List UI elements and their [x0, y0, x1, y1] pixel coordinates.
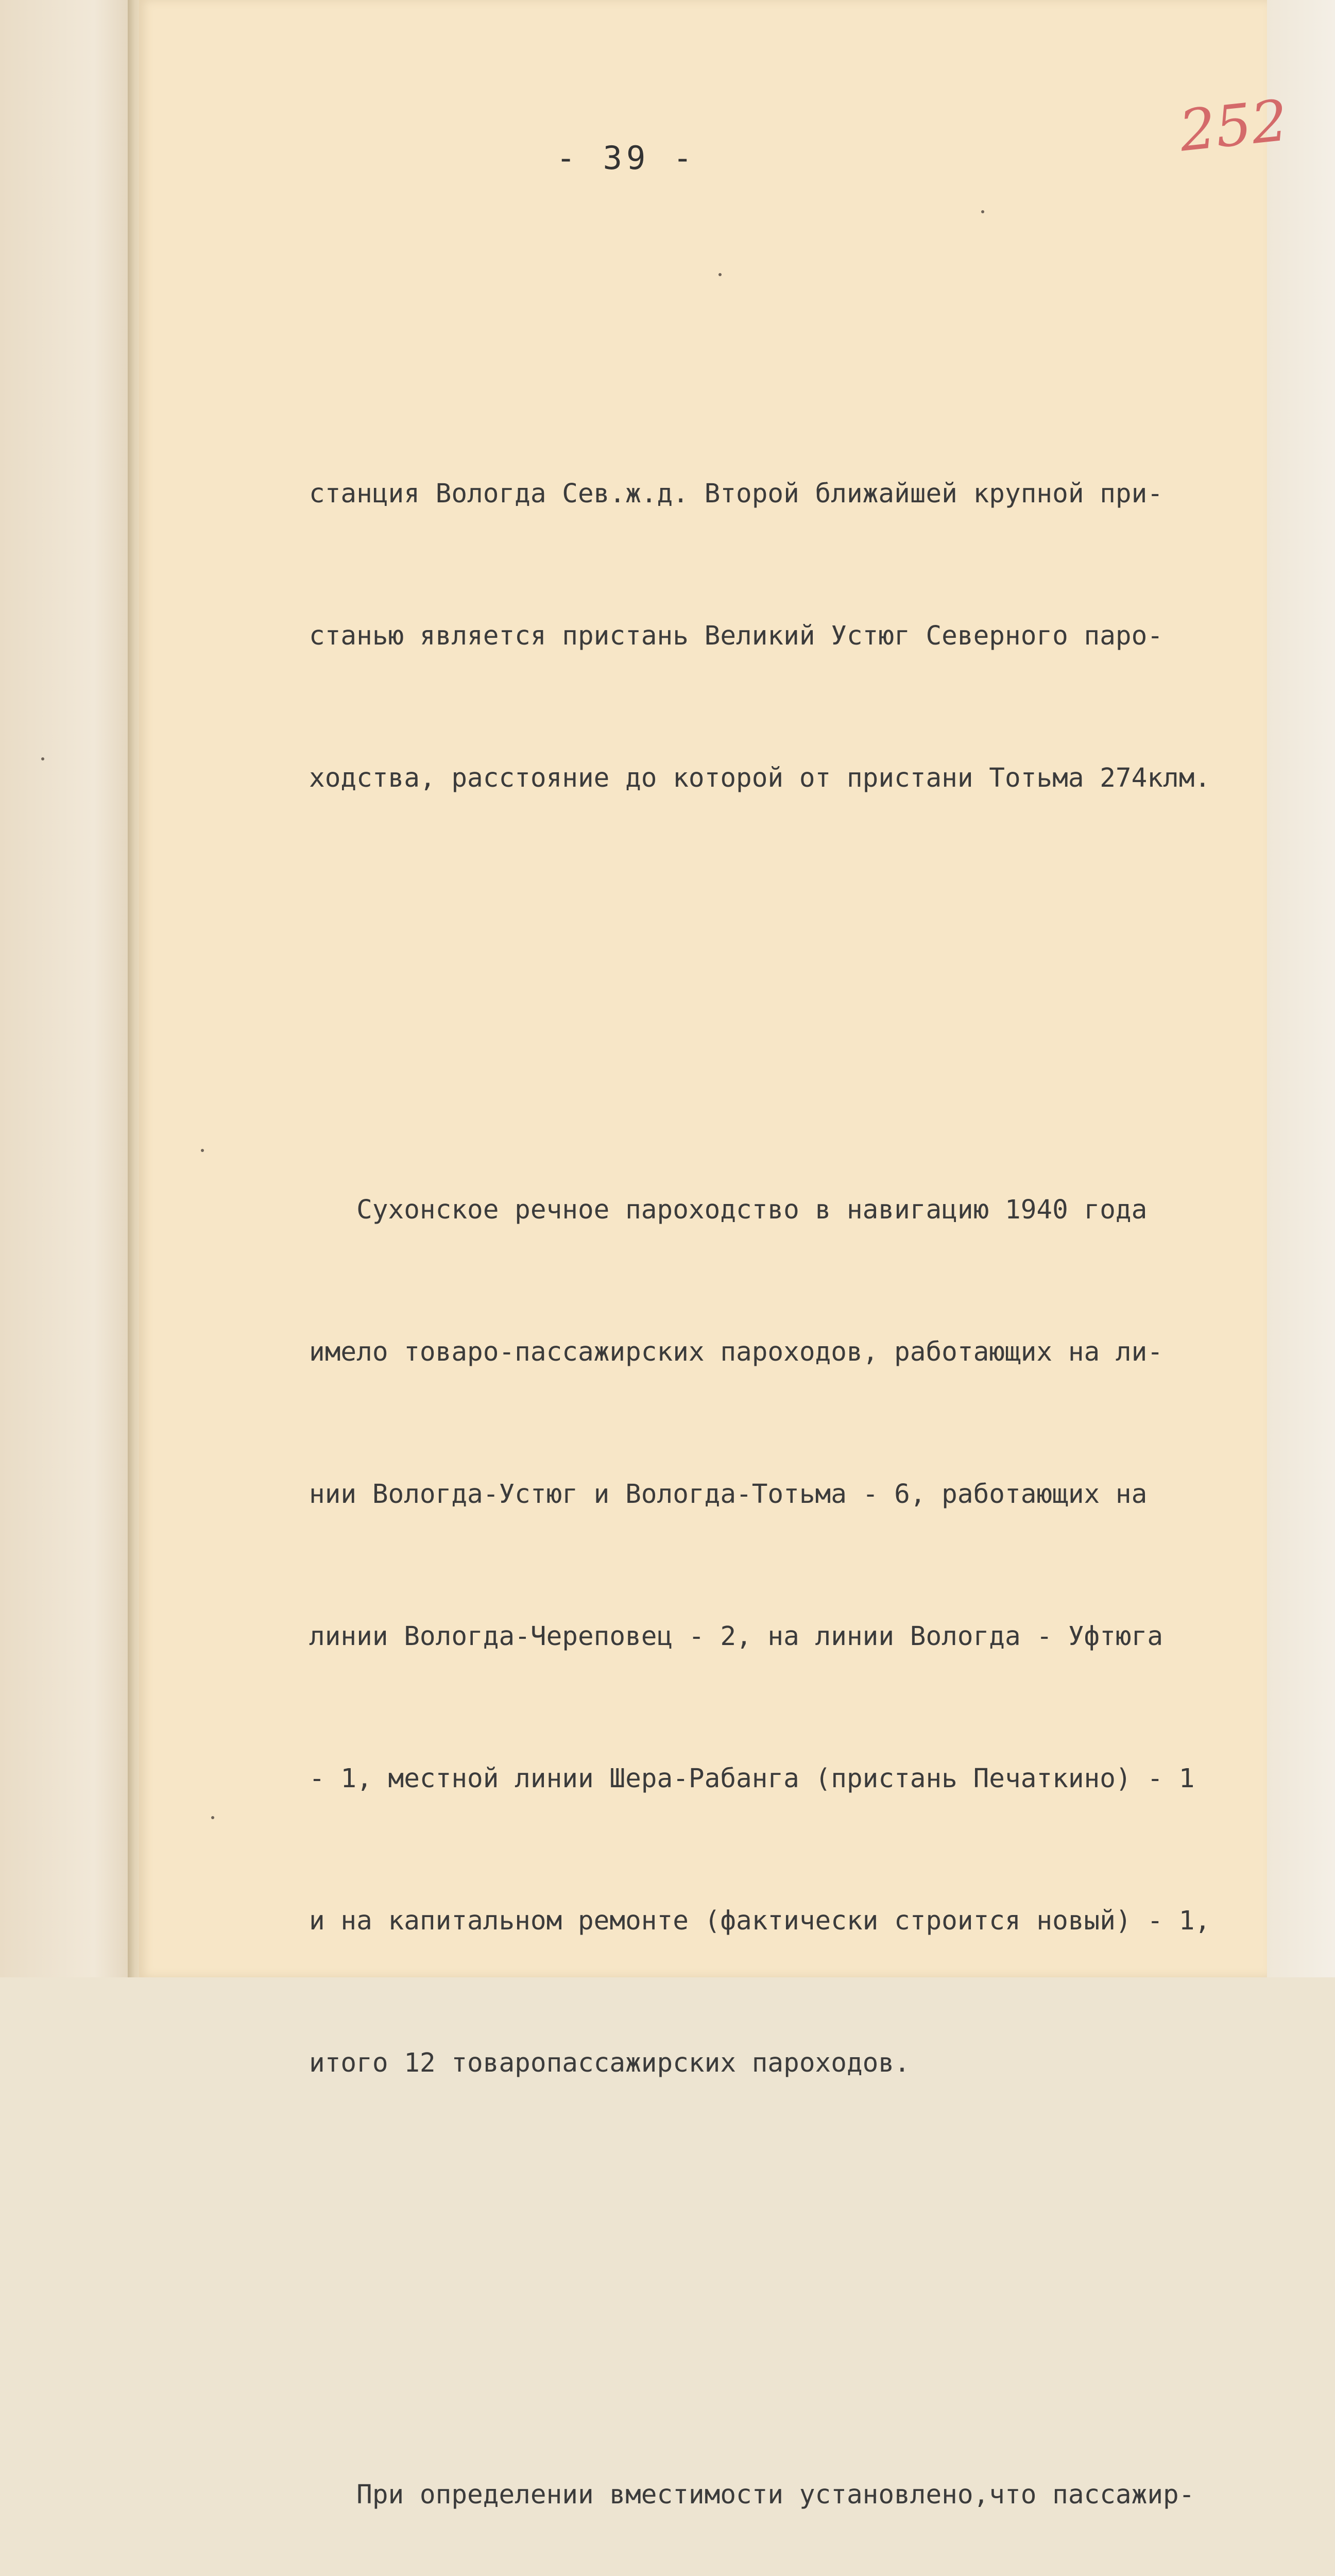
paragraph-3 [309, 2377, 1288, 2576]
ink-speck [981, 210, 984, 213]
folio-number: 252 [1176, 87, 1291, 164]
text-line: станция Вологда Сев.ж.д. Второй ближайшей крупной при- [309, 479, 1163, 509]
ink-speck [201, 1149, 204, 1152]
text-line: - 1, местной линии Шера-Рабанга (пристань Печаткино) - 1 [309, 1764, 1195, 1794]
text-line: станью является пристань Великий Устюг Северного паро- [309, 621, 1163, 651]
ink-speck [718, 273, 722, 276]
paragraph-1 [309, 376, 1288, 897]
text-line: Сухонское речное пароходство в навигацию 1940 года [309, 1195, 1148, 1225]
text-line: нии Вологда-Устюг и Вологда-Тотьма - 6, работающих на [309, 1479, 1148, 1510]
ink-speck [41, 757, 44, 760]
text-line: При определении вместимости установлено,что пассажир- [309, 2480, 1195, 2510]
text-line: линии Вологда-Череповец - 2, на линии Вологда - Уфтюга [309, 1621, 1163, 1652]
body-text [309, 281, 1288, 2576]
ink-speck [211, 1816, 214, 1819]
left-page [0, 0, 135, 1977]
text-line: итого 12 товаропассажирских пароходов. [309, 2048, 910, 2078]
text-line: ходства, расстояние до которой от пристани Тотьма 274клм. [309, 763, 1211, 793]
page-number: - 39 - [556, 139, 696, 177]
paragraph-2 [309, 1092, 1288, 2182]
text-line: и на капитальном ремонте (фактически строится новый) - 1, [309, 1906, 1211, 1936]
text-line: имело товаро-пассажирских пароходов, работающих на ли- [309, 1337, 1163, 1367]
